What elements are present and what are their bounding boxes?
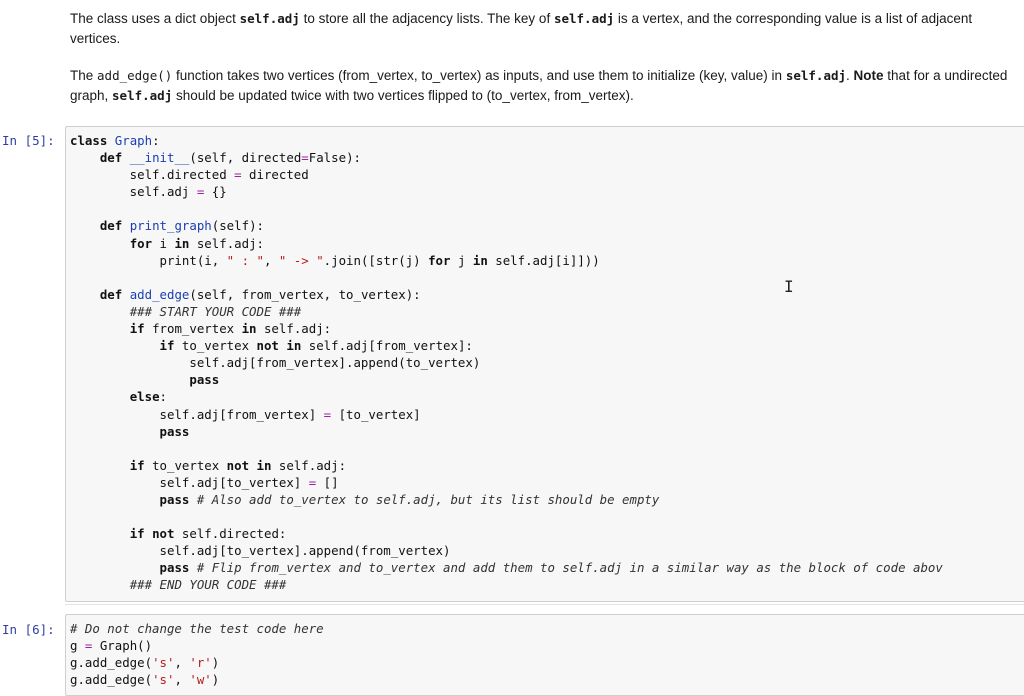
code-line: # Do not change the test code here [70,621,324,636]
md-text: The class uses a dict object [70,11,240,26]
code-line: self.adj[from_vertex].append(to_vertex) [70,355,481,371]
code-line: pass [159,423,190,439]
code-cell-graph-class[interactable] [65,126,1024,602]
code-line: g.add_edge('s', 'r') [70,655,220,671]
code-line: for i in self.adj: [129,235,264,251]
md-text: that for a undirected graph, [70,68,1008,103]
md-code: self.adj [112,88,173,103]
code-line: pass # Flip from_vertex and to_vertex and add them to self.adj in a similar way as the block of code abov [159,560,943,576]
code-line [70,508,1024,525]
code-line: def __init__(self, directed=False): [99,150,361,166]
code-line [70,440,1024,457]
md-code: self.adj [785,68,847,83]
code-line: self.adj[to_vertex] = [] [70,474,339,490]
md-code: self.adj [553,11,615,26]
code-line: self.adj[to_vertex].append(from_vertex) [70,543,451,559]
code-editor[interactable] [66,615,1024,688]
code-cell-test[interactable] [65,614,1024,696]
cell-divider [65,604,1024,605]
code-line: ### END YOUR CODE ### [129,577,287,593]
cell-prompt: In [6]: [2,622,55,637]
code-line [70,269,1024,286]
md-text: . [846,68,854,83]
code-line: self.directed = directed [70,167,309,183]
cell-prompt: In [5]: [2,133,55,148]
code-line: g.add_edge('s', 'w') [70,672,220,688]
code-line: class Graph: [70,133,160,148]
md-text: function takes two vertices (from_vertex, to_vertex) as inputs, and use them to initialize (key, value) in [172,68,786,83]
code-line: print(i, " : ", " -> ".join([str(j) for j in self.adj[i]])) [70,252,600,268]
code-line: else: [129,389,167,405]
code-line: if to_vertex not in self.adj[from_vertex]: [159,338,473,354]
markdown-paragraph-add-edge [70,66,1020,106]
md-code: self.adj [239,11,300,26]
code-editor[interactable] [66,127,1024,594]
md-text: should be updated twice with two vertices flipped to (to_vertex, from_vertex). [172,88,634,103]
markdown-paragraph-adjacency [70,9,1020,49]
code-line: pass [189,372,220,388]
code-line: if to_vertex not in self.adj: [129,457,347,473]
code-line: def add_edge(self, from_vertex, to_vertex): [99,286,421,302]
code-line: if not self.directed: [129,526,287,542]
code-line: self.adj = {} [70,184,227,200]
md-bold: Note [853,68,884,83]
code-line: def print_graph(self): [99,218,264,234]
md-text: is a vertex, and the corresponding value is a list of adjacent vertices. [70,11,973,46]
text-cursor-icon: I [784,277,794,296]
md-text: The [70,68,98,83]
code-line: pass # Also add to_vertex to self.adj, but its list should be empty [159,491,660,507]
md-code: add_edge() [97,68,173,83]
code-line [70,200,1024,217]
code-line: if from_vertex in self.adj: [129,321,332,337]
code-line: self.adj[from_vertex] = [to_vertex] [70,406,421,422]
code-line: ### START YOUR CODE ### [129,303,302,319]
code-line: g = Graph() [70,638,153,654]
md-text: to store all the adjacency lists. The key of [299,11,554,26]
